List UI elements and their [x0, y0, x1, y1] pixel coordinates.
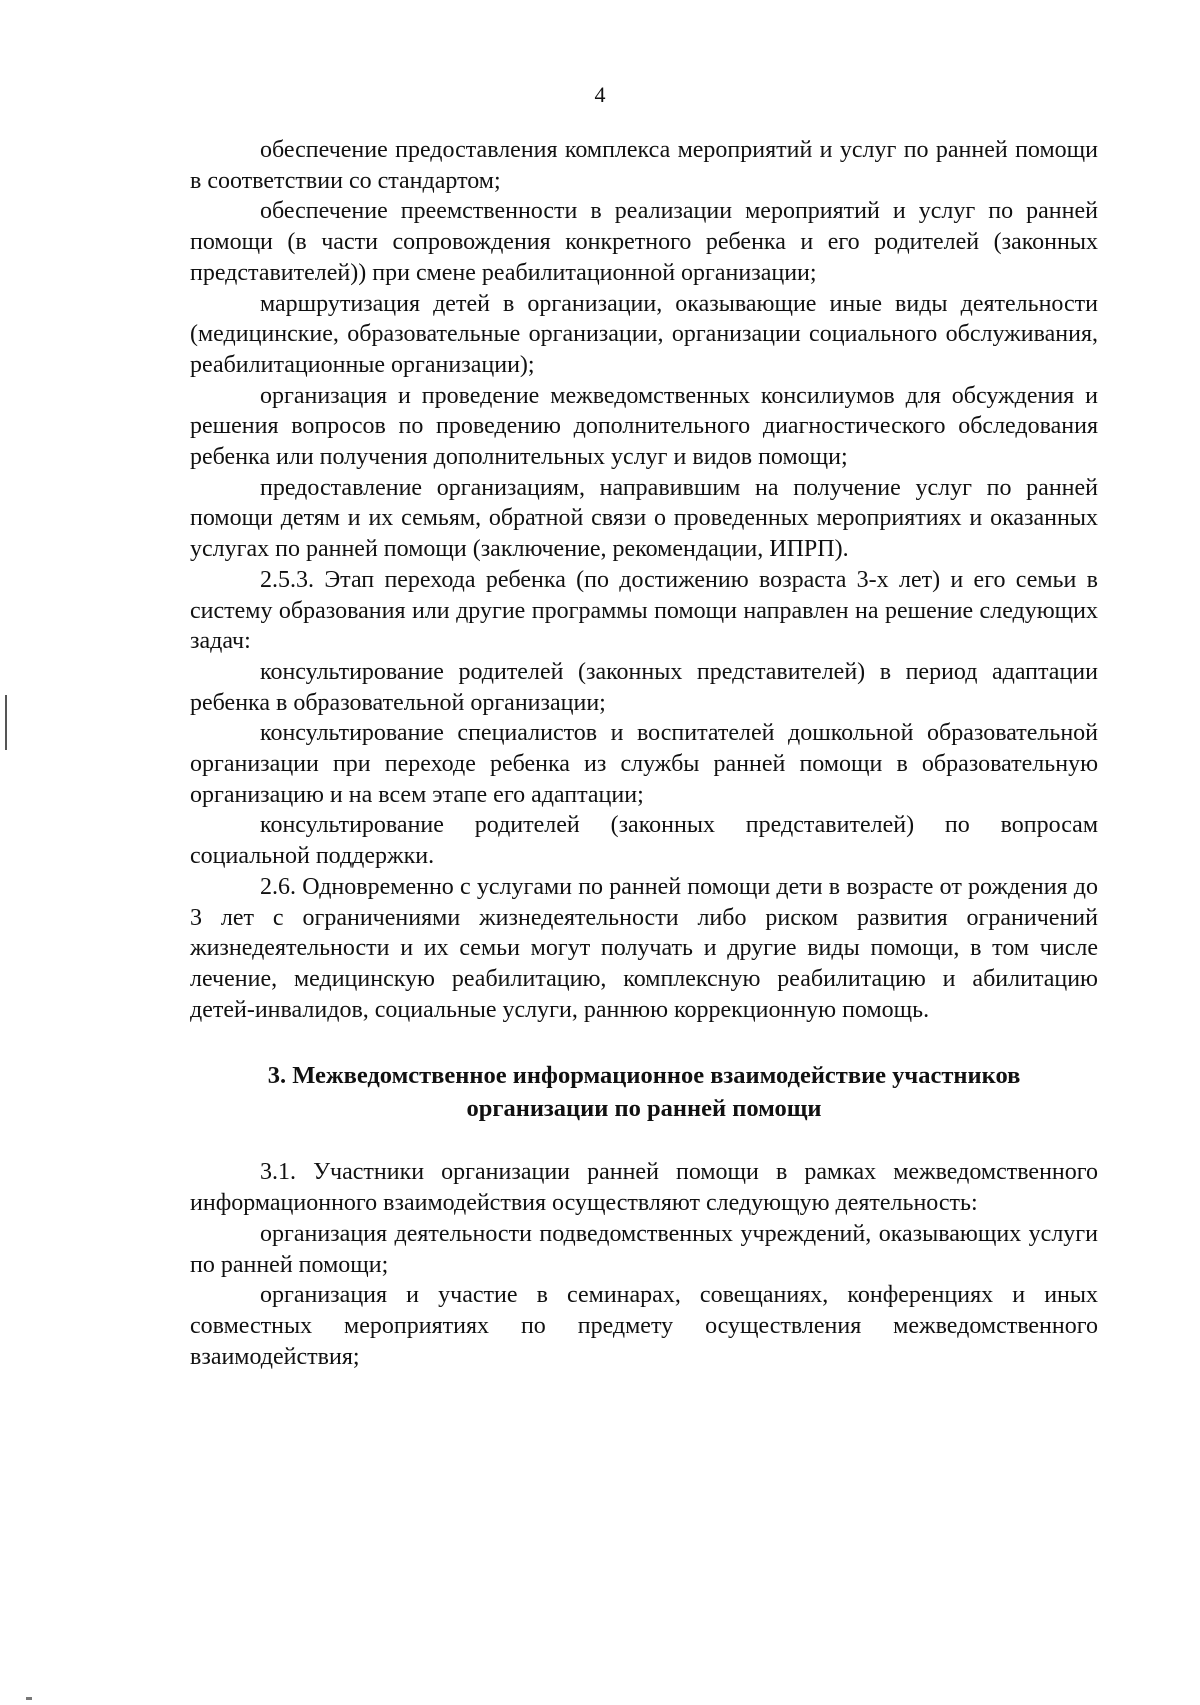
paragraph: консультирование родителей (законных представителей) в период адаптации ребенка в образовательной организации; [190, 658, 1098, 716]
paragraph-clause-2-6: 2.6. Одновременно с услугами по ранней помощи дети в возрасте от рождения до 3 лет с ограничениями жизнедеятельности либо риском развития ограничений жизнедеятельности и их семьи могут получать и другие виды помощи, в том числе лечение, медицинскую реабилитацию, комплексную реабилитацию и абилитацию детей-инвалидов, социальные услуги, раннюю коррекционную помощь. [190, 873, 1098, 1023]
paragraph: обеспечение предоставления комплекса мероприятий и услуг по ранней помощи в соответствии со стандартом; [190, 137, 1098, 194]
scan-artifact [5, 695, 7, 750]
paragraph: обеспечение преемственности в реализации мероприятий и услуг по ранней помощи (в части сопровождения конкретного ребенка и его родителей (законных представителей)) при смене реабилитационной организации; [190, 198, 1098, 286]
paragraph-clause-2-5-3: 2.5.3. Этап перехода ребенка (по достижению возраста 3-х лет) и его семьи в систему образования или другие программы помощи направлен на решение следующих задач: [190, 566, 1098, 655]
paragraph: консультирование специалистов и воспитателей дошкольной образовательной организации при переходе ребенка из службы ранней помощи в образовательную организацию и на всем этапе его адаптации; [190, 720, 1098, 808]
paragraph: организация деятельности подведомственных учреждений, оказывающих услуги по ранней помощи; [190, 1220, 1098, 1278]
section-3-heading-line2: организации по ранней помощи [466, 1095, 822, 1123]
paragraph: консультирование родителей (законных представителей) по вопросам социальной поддержки. [190, 812, 1098, 870]
paragraph: организация и проведение межведомственных консилиумов для обсуждения и решения вопросов по проведению дополнительного диагностического обследования ребенка или получения дополнительных услуг и видов помощи; [190, 382, 1098, 471]
scan-artifact [26, 1697, 32, 1700]
section-3-heading [190, 1059, 1098, 1125]
paragraph-clause-3-1: 3.1. Участники организации ранней помощи в рамках межведомственного информационного взаимодействия осуществляют следующую деятельность: [190, 1159, 1098, 1217]
paragraph: маршрутизация детей в организации, оказывающие иные виды деятельности (медицинские, образовательные организации, организации социального обслуживания, реабилитационные организации); [190, 290, 1098, 378]
paragraph: предоставление организациям, направившим на получение услуг по ранней помощи детям и их семьям, обратной связи о проведенных мероприятиях и оказанных услугах по ранней помощи (заключение, рекомендации, ИПРП). [190, 474, 1098, 563]
paragraph: организация и участие в семинарах, совещаниях, конференциях и иных совместных мероприятиях по предмету осуществления межведомственного взаимодействия; [190, 1282, 1098, 1370]
section-3-heading-line1: 3. Межведомственное информационное взаимодействие участников [267, 1062, 1021, 1090]
page-number: 4 [594, 82, 606, 107]
document-body [190, 135, 1098, 1372]
